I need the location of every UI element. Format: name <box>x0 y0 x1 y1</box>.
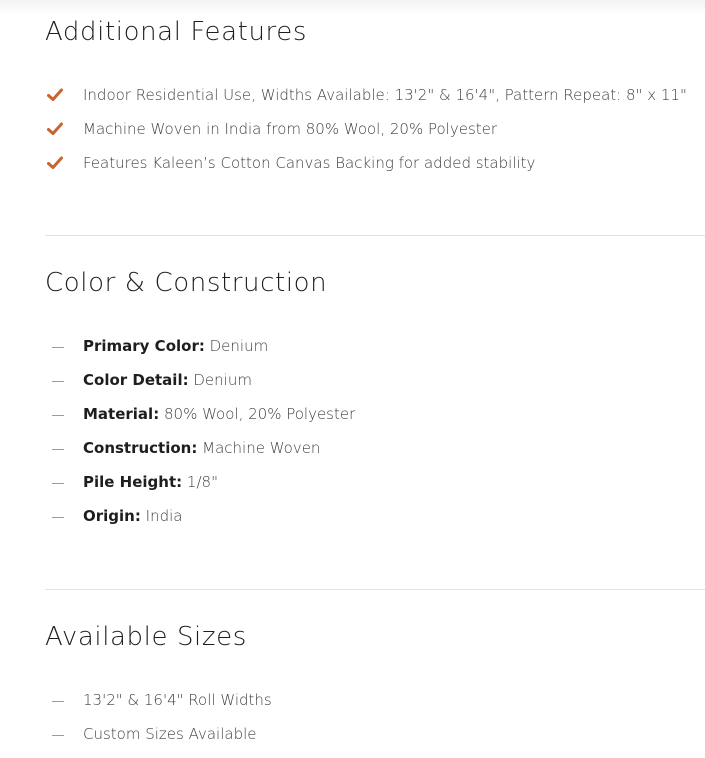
available-sizes-title: Available Sizes <box>45 622 247 652</box>
spec-item-material <box>45 404 705 438</box>
dash-icon <box>52 381 64 382</box>
spec-label: Origin: <box>83 507 141 525</box>
spec-value: Denium <box>193 371 252 389</box>
spec-item-origin <box>45 506 705 540</box>
specs-list <box>45 336 705 540</box>
feature-item <box>45 85 705 119</box>
check-icon <box>47 88 63 102</box>
feature-text: Features Kaleen’s Cotton Canvas Backing for added stability <box>83 154 536 172</box>
spec-item-pile-height <box>45 472 705 506</box>
spec-label: Pile Height: <box>83 473 183 491</box>
dash-icon <box>52 517 64 518</box>
spec-value: Denium <box>209 337 269 355</box>
section-divider <box>45 589 705 590</box>
feature-item <box>45 119 705 153</box>
spec-label: Primary Color: <box>83 337 205 355</box>
dash-icon <box>52 483 64 484</box>
header-shadow <box>0 0 705 14</box>
spec-value: India <box>145 507 183 525</box>
color-construction-section <box>45 266 705 525</box>
sizes-list <box>45 690 705 758</box>
available-sizes-section <box>45 620 705 743</box>
feature-item <box>45 153 705 187</box>
spec-item-color-detail <box>45 370 705 404</box>
dash-icon <box>52 735 64 736</box>
dash-icon <box>52 415 64 416</box>
size-text: 13'2" & 16'4" Roll Widths <box>83 691 272 709</box>
additional-features-title: Additional Features <box>45 17 307 47</box>
feature-text: Indoor Residential Use, Widths Available: 13'2" & 16'4", Pattern Repeat: 8" x 11" <box>83 86 687 104</box>
size-item <box>45 690 705 724</box>
features-list <box>45 85 705 187</box>
additional-features-section <box>45 15 705 172</box>
color-construction-title: Color & Construction <box>45 268 328 298</box>
spec-label: Construction: <box>83 439 198 457</box>
size-text: Custom Sizes Available <box>83 725 257 743</box>
check-icon <box>47 156 63 170</box>
spec-label: Color Detail: <box>83 371 189 389</box>
spec-value: Machine Woven <box>202 439 321 457</box>
dash-icon <box>52 701 64 702</box>
spec-label: Material: <box>83 405 160 423</box>
dash-icon <box>52 449 64 450</box>
dash-icon <box>52 347 64 348</box>
section-divider <box>45 235 705 236</box>
check-icon <box>47 122 63 136</box>
size-item <box>45 724 705 758</box>
spec-item-primary-color <box>45 336 705 370</box>
spec-value: 80% Wool, 20% Polyester <box>163 405 356 423</box>
spec-item-construction <box>45 438 705 472</box>
feature-text: Machine Woven in India from 80% Wool, 20% Polyester <box>83 120 498 138</box>
spec-value: 1/8" <box>186 473 218 491</box>
